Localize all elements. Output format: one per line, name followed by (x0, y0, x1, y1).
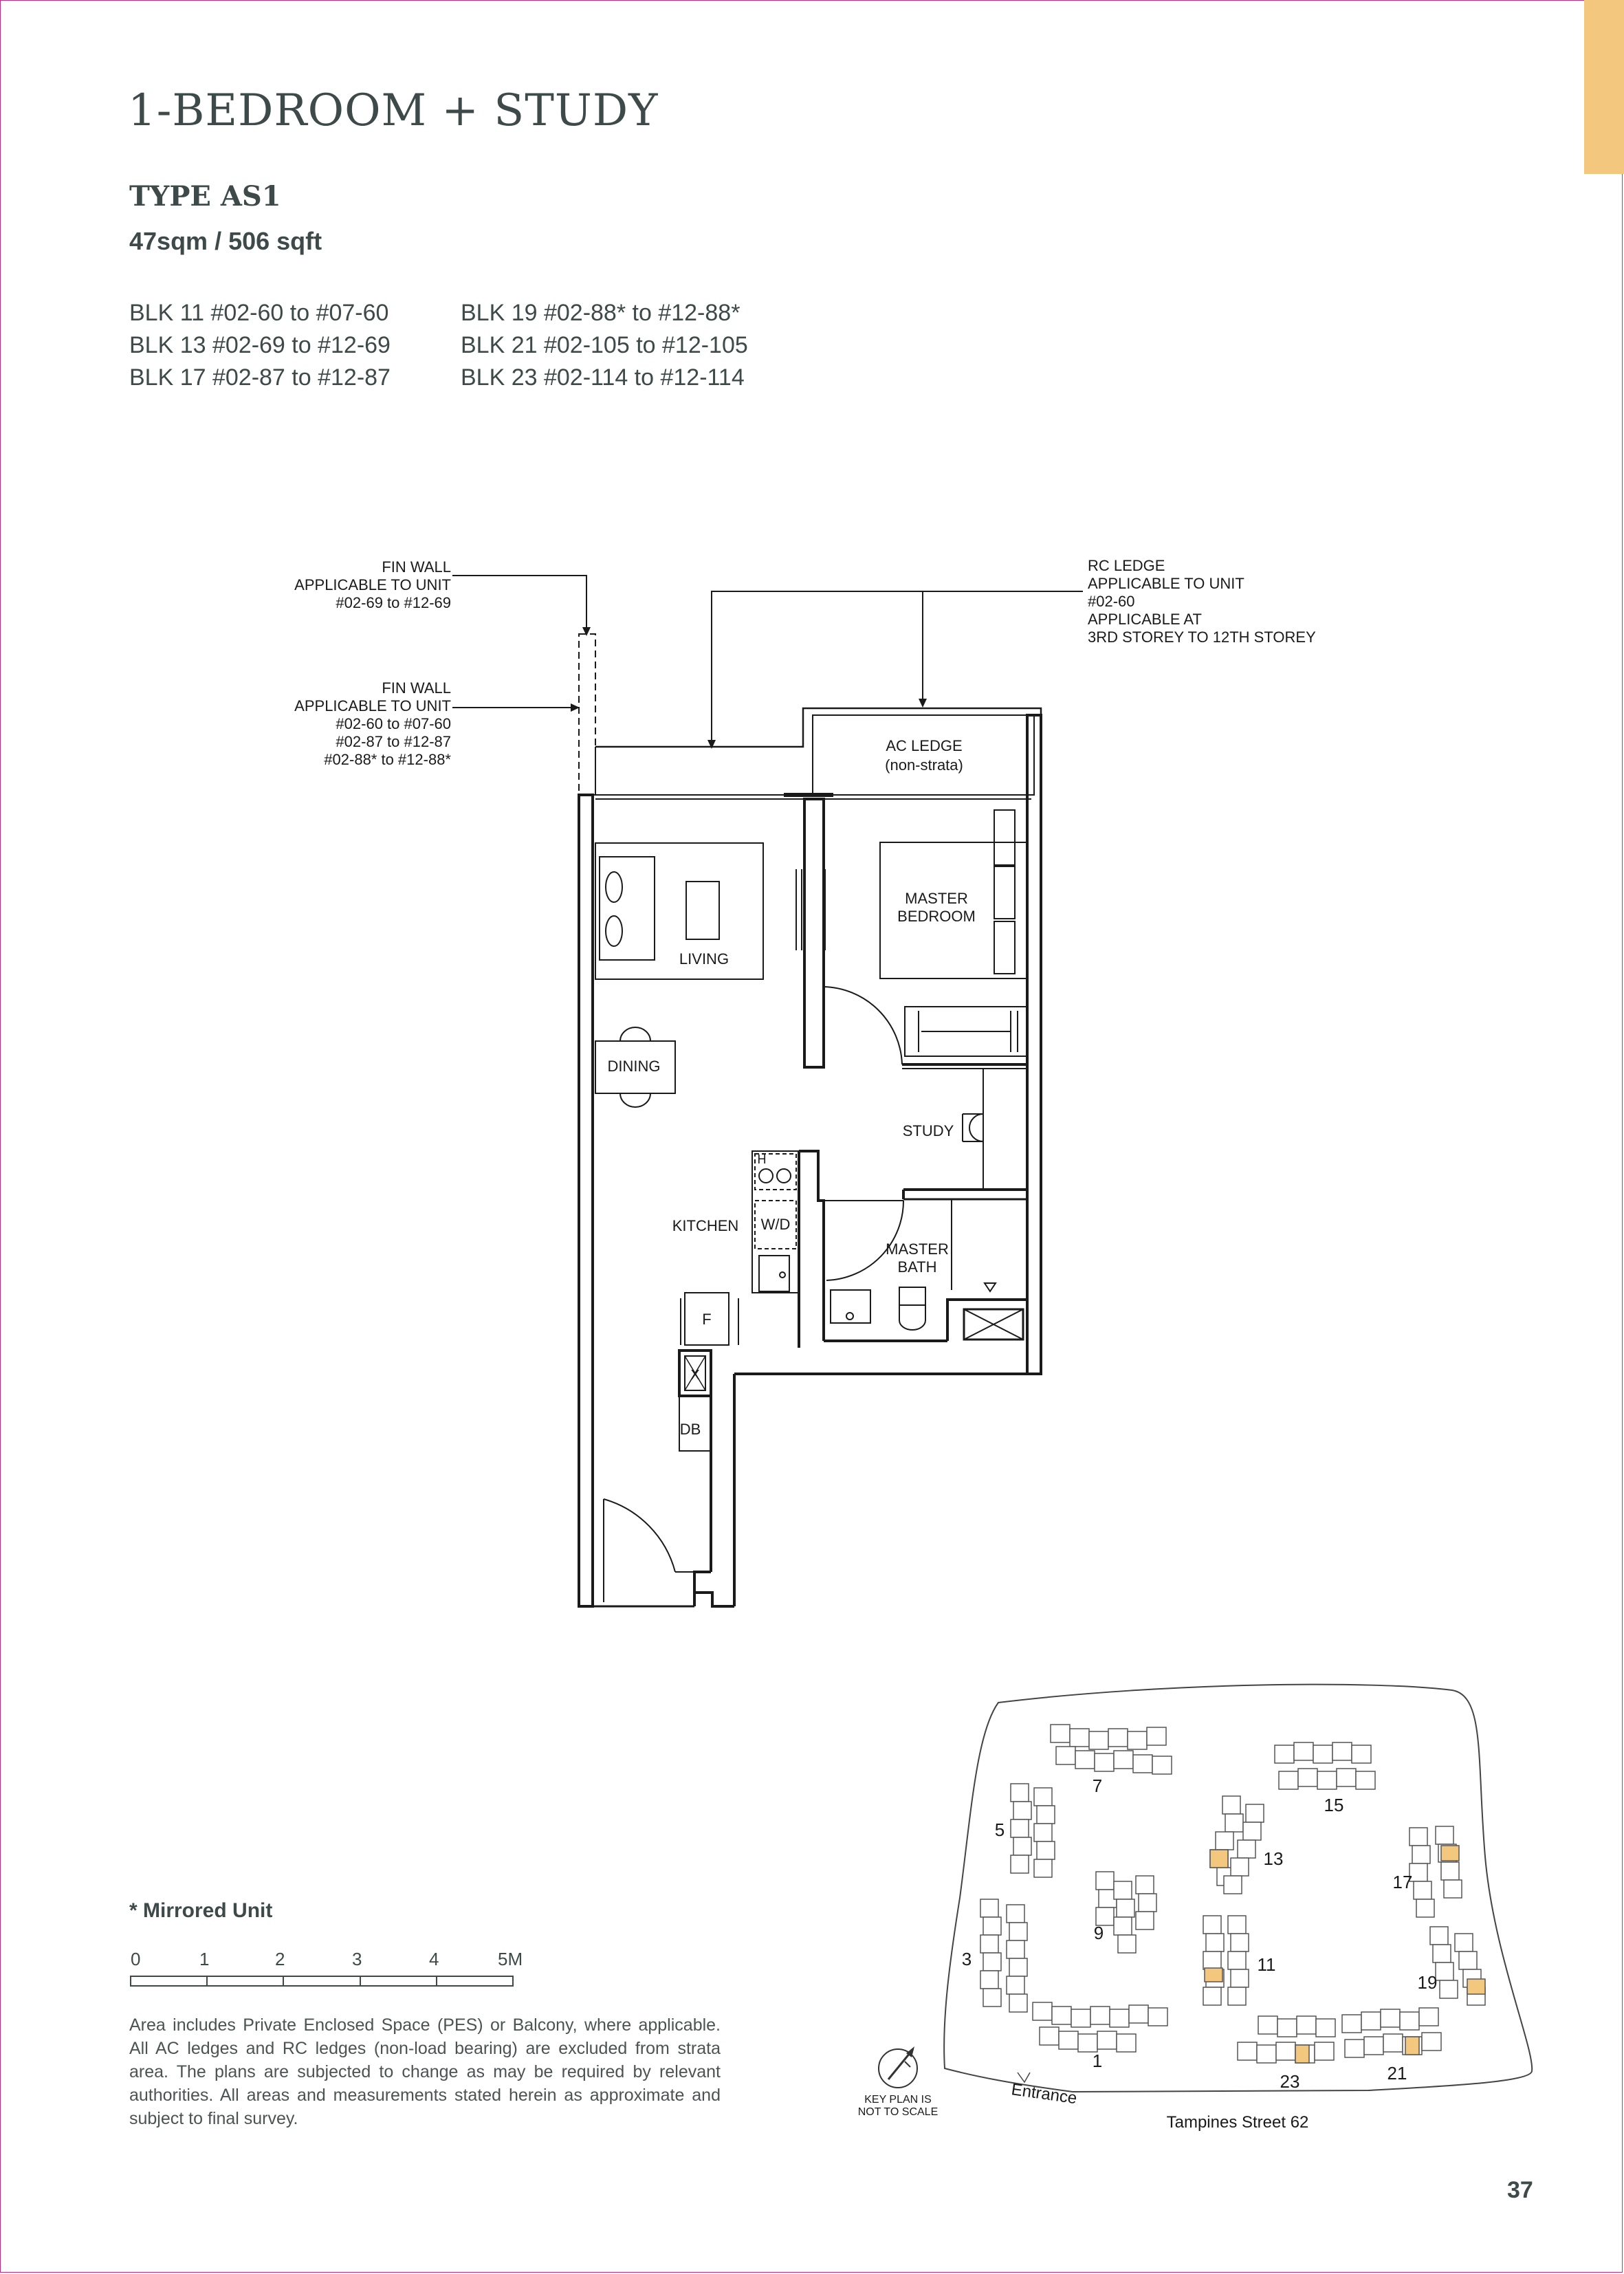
block-number: 13 (1263, 1848, 1284, 1869)
scale-label: 3 (352, 1949, 362, 1969)
shaft-label: X (690, 1368, 700, 1383)
disclaimer-text: Area includes Private Enclosed Space (PES) or Balcony, where applicable. All AC ledges and RC ledges (non-load bearing) are excluded from strata area. The plans are subjected to change as may be required by relevant authorities. All areas and measurements stated herein as approximate and subject to final survey. (129, 2015, 721, 2128)
scale-label: 4 (429, 1949, 439, 1969)
scale-label: 1 (199, 1949, 210, 1969)
unit-range: BLK 17 #02-87 to #12-87 (129, 364, 391, 391)
block-number: 19 (1417, 1972, 1438, 1993)
unit-range: BLK 11 #02-60 to #07-60 (129, 300, 389, 326)
block-number: 3 (961, 1949, 972, 1969)
unit-range: BLK 21 #02-105 to #12-105 (461, 332, 748, 358)
entrance-label: Entrance (1010, 2080, 1079, 2108)
rc-ledge-line: APPLICABLE TO UNIT (1088, 575, 1244, 592)
north-arrow-icon (879, 2046, 917, 2088)
block-number: 1 (1092, 2051, 1103, 2071)
fin-wall-2-line: APPLICABLE TO UNIT (294, 697, 451, 714)
block-number: 5 (994, 1819, 1005, 1840)
scale-label: 5M (498, 1949, 523, 1969)
unit-type-label: TYPE AS1 (129, 180, 281, 212)
mirrored-unit-note: * Mirrored Unit (129, 1899, 273, 1922)
page-number: 37 (1507, 2177, 1533, 2203)
block-number: 9 (1093, 1923, 1104, 1943)
scale-label: 2 (275, 1949, 285, 1969)
living-label: LIVING (679, 950, 729, 967)
block-number: 21 (1387, 2063, 1407, 2084)
master-bedroom-label: MASTER (905, 890, 968, 907)
unit-area: 47sqm / 506 sqft (129, 227, 322, 255)
fin-wall-2-line: #02-87 to #12-87 (336, 733, 451, 750)
unit-list-left (129, 297, 391, 394)
block-number: 17 (1392, 1872, 1413, 1892)
rc-ledge-line: 3RD STOREY TO 12TH STOREY (1088, 628, 1316, 646)
street-label: Tampines Street 62 (1166, 2113, 1309, 2132)
key-plan (846, 1678, 1547, 2132)
washer-dryer-label: W/D (760, 1216, 791, 1233)
hob-label: H (757, 1152, 767, 1166)
floor-plan (0, 536, 1375, 1623)
key-plan-note: NOT TO SCALE (857, 2106, 939, 2118)
db-label: DB (679, 1421, 701, 1438)
key-plan-note: KEY PLAN IS (864, 2094, 932, 2106)
block-number: 11 (1257, 1954, 1276, 1975)
kitchen-label: KITCHEN (672, 1217, 739, 1234)
block-number: 15 (1324, 1795, 1344, 1815)
unit-range: BLK 23 #02-114 to #12-114 (461, 364, 745, 391)
master-bath-label: BATH (897, 1258, 937, 1276)
scale-label: 0 (131, 1949, 141, 1969)
ac-ledge-label: AC LEDGE (886, 737, 963, 754)
ac-ledge-sublabel: (non-strata) (885, 756, 963, 774)
rc-ledge-line: #02-60 (1088, 593, 1135, 610)
page-title: 1-BEDROOM + STUDY (128, 85, 659, 136)
fin-wall-1-line: APPLICABLE TO UNIT (294, 576, 451, 593)
fin-wall-2-line: #02-88* to #12-88* (324, 751, 451, 768)
chapter-tab-accent (1584, 0, 1624, 174)
study-label: STUDY (902, 1122, 954, 1139)
scale-bar (129, 1947, 523, 1989)
fridge-label: F (702, 1311, 712, 1328)
fin-wall-2-line: #02-60 to #07-60 (336, 715, 451, 732)
block-number: 7 (1092, 1775, 1103, 1796)
fin-wall-1-line: #02-69 to #12-69 (336, 594, 451, 611)
fin-wall-1-line: FIN WALL (382, 558, 451, 576)
fin-wall-2-line: FIN WALL (382, 679, 451, 697)
unit-list-right (461, 297, 748, 394)
rc-ledge-line: RC LEDGE (1088, 557, 1165, 574)
unit-range: BLK 13 #02-69 to #12-69 (129, 332, 391, 358)
block-number: 23 (1280, 2071, 1300, 2092)
dining-label: DINING (607, 1058, 661, 1075)
unit-range: BLK 19 #02-88* to #12-88* (461, 300, 740, 326)
rc-ledge-line: APPLICABLE AT (1088, 611, 1202, 628)
master-bedroom-label: BEDROOM (897, 908, 976, 925)
master-bath-label: MASTER (886, 1240, 949, 1258)
